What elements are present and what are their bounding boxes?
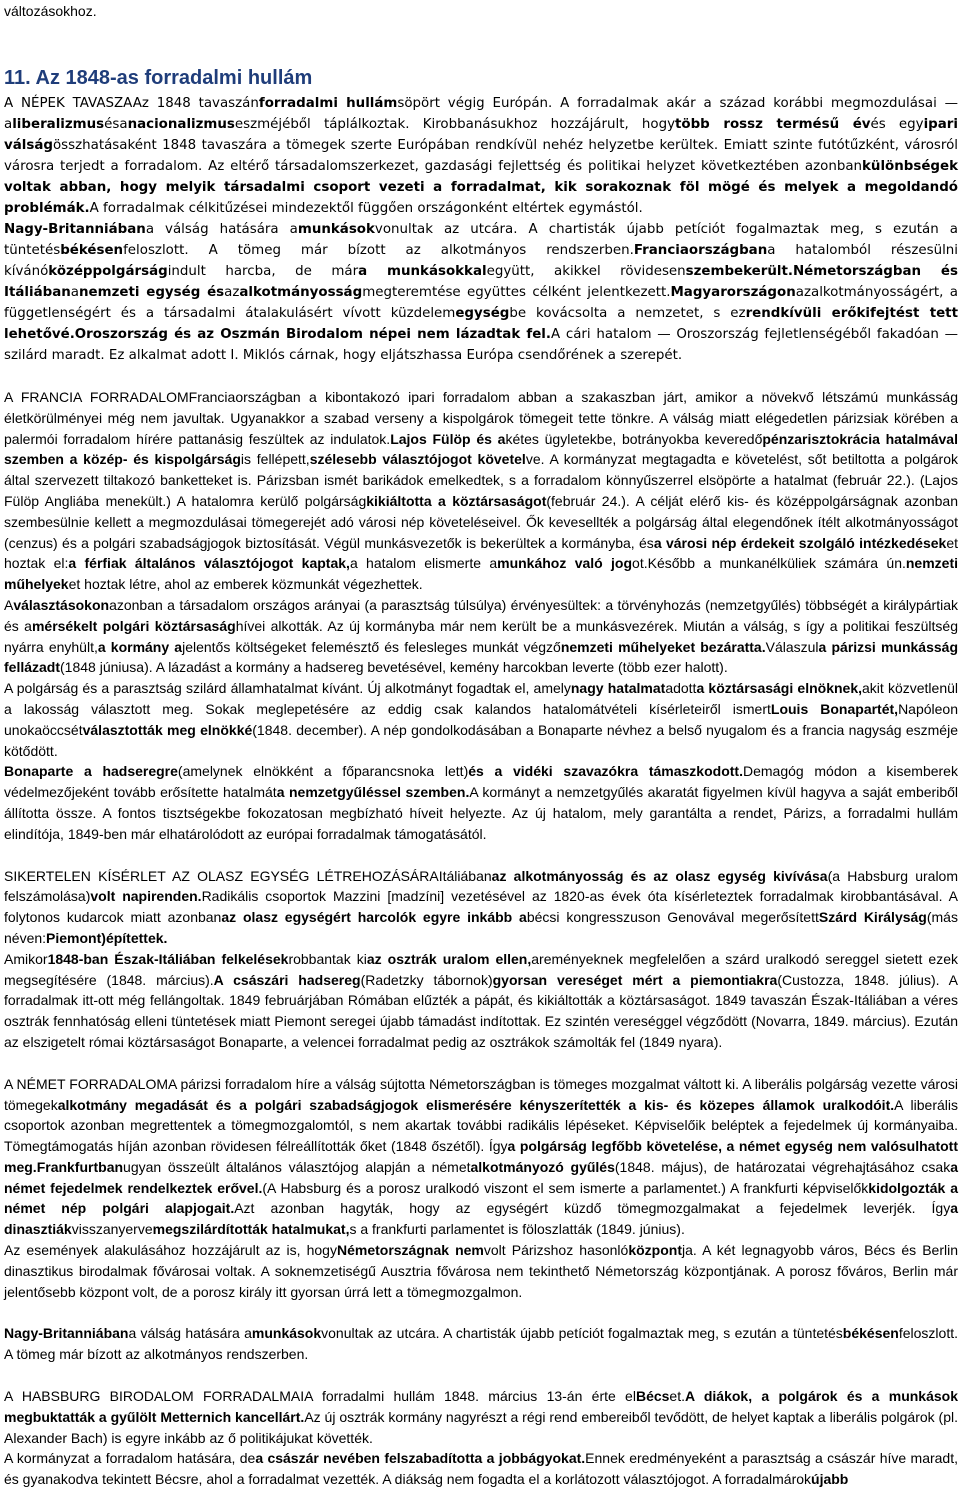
paragraph-france-4 [4, 761, 958, 844]
bold-text-segment: nagy hatalmat [570, 680, 666, 697]
bold-text-segment: és a vidéki szavazókra támaszkodott. [468, 763, 743, 780]
bold-text-segment: Bécs [635, 1388, 670, 1405]
text-segment: a válság hatására a [128, 1325, 252, 1342]
text-segment: jelentős költségeket felemésztő és felesleges munkát végző [182, 638, 561, 655]
paragraph-britain-france-summary [4, 219, 958, 366]
text-segment: A polgárság és a parasztság szilárd államhatalmat kívánt. Új alkotmányt fogadtak el, amely [4, 680, 571, 697]
text-segment: együtt, akikkel rövidesen [486, 264, 686, 279]
bold-text-segment: gyorsan vereséget mért a piemontiakra [492, 971, 778, 988]
section-title: 11. Az 1848-as forradalmi hullám [4, 67, 313, 89]
bold-text-segment: kikiáltotta a köztársaságot [366, 492, 547, 509]
text-segment: (a Habsburg uralom felszámolása) [4, 867, 958, 905]
text-segment: az [224, 285, 240, 300]
bold-text-segment: Oroszország és az Oszmán Birodalom népei nem lázadtak fel. [74, 327, 551, 342]
text-segment: összhatásaként 1848 tavaszára a tömegek szerte Európában rendkívül nehéz helyzetbe kerültek. Emiatt szinte futótűzként, városról városra terjedt a forradalom. Az eltérő társadalomszerkezet, gazdasági fejlettség és politikai helyzet következtében azonban [4, 138, 958, 174]
text-segment: (Radetzky tábornok) [360, 971, 493, 988]
bold-text-segment: munkához való jog [497, 555, 633, 572]
text-segment: az [795, 285, 811, 300]
text-segment: ve. A kormányzat megtagadta e követelést, sőt betiltotta a polgárok által szervezett tiltakozó banketteket is. Párizsban ismét barikádok emelkedtek, s a forradalom könnyűszerrel elsöpörte a hatalmat (február 22.). (Lajos Fülöp Angliába menekült.) A hatalomra kerülő polgárság [4, 451, 959, 509]
bold-text-segment: ipari válság [4, 117, 958, 153]
text-segment: (más néven: [4, 909, 958, 946]
text-segment: A NÉPEK TAVASZA [4, 96, 133, 111]
bold-text-segment: alkotmányosság [239, 285, 363, 300]
bold-text-segment: Nagy-Britanniában [4, 222, 146, 237]
text-segment: a [531, 950, 540, 967]
text-segment: feloszlott. A tömeg már bízott az alkotmányos rendszerben. [4, 1325, 958, 1363]
bold-text-segment: alkotmányozó gyűlés [470, 1158, 615, 1175]
paragraph-germany-2 [4, 1240, 958, 1302]
bold-text-segment: a nemzetgyűléssel szemben. [276, 784, 470, 801]
paragraph-italy [4, 866, 958, 949]
bold-text-segment: Piemont) [46, 929, 106, 946]
bold-text-segment: békésen [842, 1325, 899, 1342]
text-segment: kétes ügyletekbe, botrányokba keveredő [505, 430, 763, 447]
text-segment: A forradalmi hullám 1848. március 13-án érte el [304, 1388, 636, 1405]
text-segment: (1848 júniusa). A lázadást a kormány a hadsereg bevetésével, kemény harcokban leverte (több ezer halott). [60, 659, 728, 676]
bold-text-segment: a városi nép érdekeit szolgáló intézkedések [653, 534, 947, 551]
bold-text-segment: az osztrák uralom ellen, [366, 950, 532, 967]
text-segment: A kormányzat a forradalom hatására, de [4, 1450, 256, 1467]
text-segment: a válság hatására a [145, 222, 298, 237]
bold-text-segment: központ [628, 1242, 682, 1259]
bold-text-segment: választották meg elnökké [82, 721, 253, 738]
text-segment: A párizsi forradalom híre a válság sújtotta Németországban is tömeges mozgalmat váltott ki. A liberális polgárság vezette városi tömegek [4, 1075, 958, 1113]
bold-text-segment: szélesebb választójogot követel [309, 451, 526, 468]
text-segment: Demagóg módon a kisemberek védelmezőjeként tovább erősítette hatalmát [4, 763, 958, 801]
text-segment: (1848. május), de határozatai végrehajtásához csak [614, 1158, 951, 1175]
bold-text-segment: liberalizmus [12, 117, 105, 132]
text-segment: a [119, 117, 128, 132]
bold-text-segment: Németországban és Itáliában [4, 264, 958, 300]
text-segment: A kormányt a nemzetgyűlés akaratát figyelmen kívül hagyva a saját emberiből állította össze. A fontos tisztségekbe fokozatosan megbízható híveit helyezte. Az új hatalom, mely garantálta a rendet, Párizs, a forradalmi hullám elindítója, 1849-ben már elhatárolódott az európai forradalmak támogatásától. [4, 784, 958, 842]
bold-text-segment: kidolgozták a német nép polgári alapjogait. [4, 1179, 959, 1217]
text-segment: A forradalmak célkitűzései mindezektől függően országonként eltértek egymástól. [89, 201, 643, 216]
text-segment: ugyan összeült általános választójog alapján a német [123, 1158, 471, 1175]
text-segment: visszanyerve [71, 1221, 153, 1238]
bold-text-segment: rendkívüli erőkifejtést tett lehetővé. [4, 306, 958, 342]
bold-text-segment: a kormány a [97, 638, 183, 655]
text-segment: volt Párizshoz hasonló [483, 1242, 629, 1259]
text-segment: ja. A két legnagyobb város, Bécs és Berlin dinasztikus birodalmak fővárosai voltak. A soknemzetiségű Ausztria fővárosa nem tekinthető Németország központjának. A porosz főváros, Berlin már jelentősebb központ volt, de a porosz király itt gyorsan úrrá lett a tömegmozgalmon. [4, 1242, 958, 1300]
text-segment: akit közvetlenül a lakosság választott meg. Sokak meglepetésére az eddig csak kalandos hatalomátvételi kísérleteiről ismert [4, 680, 959, 717]
bold-text-segment: 1848-ban Észak-Itáliában felkelések [47, 950, 289, 967]
text-segment: alkotmányosságért, a függetlenségért és a társadalmi átalakulásért vívott küzdelem [4, 285, 958, 321]
text-segment: Itáliában [438, 867, 492, 884]
paragraph-italy-2 [4, 949, 958, 1053]
paragraph-habsburg [4, 1386, 958, 1448]
text-segment: hívei alkották. Az új kormányba már nem került be a munkásvezérek. Miután a válság, s így a politikai feszültség nyárra enyhült, [4, 617, 958, 655]
bold-text-segment: a császár nevében felszabadította a jobbágyokat. [255, 1450, 586, 1467]
text-segment: (1848. december). A nép gondolkodásában a Bonaparte névhez a belső nyugalom és a francia nagyság eszméje kötődött. [4, 721, 958, 759]
text-segment: a [70, 285, 80, 300]
paragraph-gap [4, 1053, 958, 1074]
text-segment: megteremtése együttes célként jelentkezett. [362, 285, 671, 300]
paragraph-britain [4, 1323, 958, 1365]
text-segment: Válaszul [765, 638, 819, 655]
bold-text-segment: volt napirenden. [90, 888, 202, 905]
text-segment: A NÉMET FORRADALOM [4, 1075, 168, 1092]
text-segment: Franciaországban a kibontakozó ipari forradalom abban a szakaszban járt, amikor a növekvő létszámú munkásság életkörülményei még nem javultak. Ugyanakkor a szabad verseny a kispolgárok tömegeit tette tönkre. A válság miatt elégedetlen párizsiak körében a palermói forradalom hírére pattanásig feszültek az indulatok. [4, 389, 959, 447]
text-segment: (A Habsburg és a porosz uralkodó viszont el sem ismerte a parlamentet.) A frankfurti képviselők [262, 1179, 869, 1196]
text-segment: azonban a társadalom országos arányai (a parasztság túlsúlya) érvényesültek: a törvényhozás (nemzetgyűlés) többségét a királypártiak és a [4, 596, 958, 634]
bold-text-segment: munkások [297, 222, 375, 237]
bold-text-segment: pénzarisztokrácia hatalmával szemben a közép- és kispolgárság [4, 430, 958, 468]
text-segment: is fellépett, [240, 451, 310, 468]
bold-text-segment: a párizsi munkásság fellázadt [4, 638, 959, 676]
bold-text-segment: Louis Bonapartét, [770, 700, 899, 717]
text-segment: ot.Később a munkanélküliek számára ún. [632, 555, 906, 572]
text-segment: A cári hatalom — Oroszország fejletlenségéből fakadóan — szilárd maradt. Ez alkalmat adott I. Miklós cárnak, hogy eljátszhassa Európa csendőrének a szerepét. [4, 327, 959, 363]
bold-text-segment: A császári hadsereg [213, 971, 361, 988]
text-segment: feloszlott. A tömeg már bízott az alkotmányos rendszerben. [123, 243, 634, 258]
top-fragment-text: változásokhoz. [4, 3, 97, 19]
text-segment: söpört végig Európán. A forradalmak akár a század korábbi megmozdulásai — a [4, 96, 959, 132]
text-segment: (amelynek elnökként a főparancsnoka lett) [177, 763, 469, 780]
bold-text-segment: békésen [60, 243, 124, 258]
text-segment: A [4, 596, 14, 613]
text-segment: Az új osztrák kormány nagyrészt a régi rend embereiből tevődött, de helyet kaptak a liberális polgárok (pl. Alexander Bach) is egyre inkább az ő politikájukat követték. [4, 1408, 959, 1446]
text-segment: és egy [870, 117, 924, 132]
text-segment: et hoztak létre, ahol az emberek közmunkát végezhettek. [68, 576, 423, 593]
bold-text-segment: alkotmány megadását és a polgári szabadságjogok elismerésére kényszerítették a kis- és közepes államok uralkodóit. [57, 1096, 895, 1113]
bold-text-segment: egység [455, 306, 510, 321]
paragraph-france-3 [4, 678, 958, 761]
bold-text-segment: több rossz termésű év [675, 117, 871, 132]
text-segment: Amikor [4, 950, 48, 967]
text-segment: robbantak ki [288, 950, 367, 967]
bold-text-segment: megszilárdították hatalmukat, [152, 1221, 350, 1238]
bold-text-segment: újabb [811, 1471, 849, 1488]
bold-text-segment: forradalmi hullám [258, 96, 398, 111]
text-segment: SIKERTELEN KÍSÉRLET AZ OLASZ EGYSÉG LÉTREHOZÁSÁRA [4, 867, 439, 884]
text-segment: Azt azonban hagyták, hogy az egységért küzdő tömegmozgalmakat a fejedelmek leverjék. Így [234, 1200, 951, 1217]
text-segment: A HABSBURG BIRODALOM FORRADALMAI [4, 1388, 305, 1405]
bold-text-segment: nacionalizmus [127, 117, 235, 132]
paragraph-gap [4, 845, 958, 866]
paragraph-gap [4, 1365, 958, 1386]
bold-text-segment: Szárd Királyság [818, 909, 927, 926]
paragraph-habsburg-2 [4, 1448, 958, 1490]
paragraph-gap [4, 366, 958, 387]
text-segment: Az események alakulásához hozzájárult az is, hogy [4, 1242, 337, 1259]
bold-text-segment: az alkotmányosság és az olasz egység kivívása [491, 867, 828, 884]
bold-text-segment: különbségek voltak abban, hogy melyik társadalmi csoport vezeti a forradalmat, kik sorakoznak föl mögé és melyek a megoldandó problémák. [4, 159, 958, 216]
text-segment: indult harcba, de már [167, 264, 359, 279]
bold-text-segment: a köztársasági elnöknek, [696, 680, 862, 697]
bold-text-segment: nemzeti egység és [79, 285, 225, 300]
bold-text-segment: építettek. [105, 929, 168, 946]
bold-text-segment: a dinasztiák [4, 1200, 958, 1238]
text-segment: a hatalomból részesülni kívánó [4, 243, 958, 279]
text-segment: vonultak az utcára. A chartisták újabb petíciót fogalmaztak meg, s ezután a tüntetés [4, 222, 958, 258]
document-page [0, 2, 960, 1488]
bold-text-segment: középpolgárság [48, 264, 168, 279]
bold-text-segment: Németországnak nem [336, 1242, 484, 1259]
bold-text-segment: a munkásokkal [358, 264, 487, 279]
text-segment: a hatalom elismerte a [349, 555, 498, 572]
bold-text-segment: nemzeti műhelyek [4, 555, 958, 593]
text-segment: s a frankfurti parlamentet is föloszlatták (1849. június). [349, 1221, 685, 1238]
text-segment: Az 1848 tavaszán [132, 96, 259, 111]
bold-text-segment: nemzeti műhelyeket bezáratta. [560, 638, 766, 655]
text-segment: A FRANCIA FORRADALOM [4, 389, 189, 405]
bold-text-segment: munkások [251, 1325, 322, 1342]
bold-text-segment: Nagy-Britanniában [4, 1325, 129, 1342]
bold-text-segment: a férfiak általános választójogot kaptak, [68, 555, 350, 572]
text-segment: adott [665, 680, 697, 697]
text-segment: (Custozza, 1848. július). A forradalmak itt-ott még fellángoltak. 1849 februárjában Rómában elűzték a pápát, és kikiáltották a köztársaságot. 1849 tavaszán Észak-Itáliában a véres osztrák fennhatóság elleni tüntetések miatt Piemont seregei újabb támadást indítottak. Ez szintén vereséggel végződött (Novarra, 1849. március). Ezután az elszigetelt római köztársaságot Bonaparte, a velencei forradalmat pedig az osztrákok számolták fel (1849 nyara). [4, 971, 958, 1050]
bold-text-segment: az olasz egységért harcolók egyre inkább a [221, 909, 527, 926]
text-segment: vonultak az utcára. A chartisták újabb petíciót fogalmaztak meg, s ezután a tüntetés [321, 1325, 843, 1342]
paragraph-germany [4, 1074, 958, 1240]
text-segment: Ennek eredményeként a parasztság a császár híve maradt, és gyanakodva tekintett Bécsre, ahol a forradalmat vezették. A diákság nem fogadta el a korlátozott választójogot. A forradalmárok [4, 1450, 958, 1488]
text-segment: et. [669, 1388, 685, 1405]
text-segment: bécsi kongresszuson Genovával megerősített [526, 909, 819, 926]
paragraph-france [4, 387, 958, 595]
bold-text-segment: Frankfurtban [36, 1158, 124, 1175]
bold-text-segment: Bonaparte a hadseregre [4, 763, 178, 780]
bold-text-segment: Lajos Fülöp és a [390, 430, 506, 447]
bold-text-segment: a német fejedelmek rendelkeztek erővel. [4, 1158, 959, 1196]
paragraph-gap [4, 1302, 958, 1323]
text-segment: be kovácsolta a nemzetet, s ez [509, 306, 746, 321]
text-segment: A liberális csoportok azonban megrettentek a tömegmozgalomtól, s nem akartak további radikális lépéseket. Képviselőik beléptek a fejedelmek új kormányaiba. Tömegtámogatás híján azonban rövidesen félreállították őket (1848 őszétől). Így [4, 1096, 959, 1155]
text-segment: reményeknek megfelelően a szárd uralkodó sereggel sietett ezek megsegítésére (1848. március). [4, 950, 958, 988]
bold-text-segment: Franciaországban [633, 243, 768, 258]
bold-text-segment: A diákok, a polgárok és a munkások megbuktatták a gyűlölt Metternich kancellárt. [4, 1388, 958, 1425]
bold-text-segment: választásokon [13, 596, 110, 613]
bold-text-segment: szembekerült. [685, 264, 793, 279]
text-segment: Napóleon unokaöccsét [4, 700, 958, 738]
bold-text-segment: a polgárság legfőbb követelése, a német egység nem valósulhatott meg. [4, 1138, 958, 1175]
text-segment: Radikális csoportok Mazzini [madzíni] vezetésével az 1820-as évek óta kísérleteztek forradalmak kirobbantásával. A folytonos kudarcok miatt azonban [4, 888, 959, 926]
text-segment: (február 24.). A célját elérő kis- és középpolgárságnak azonban szembesülnie kellett a megmozdulásai tömegerejét adó városi nép követeléseivel. Ők kevesellték a polgárság által elegendőnek ítélt alkotmányosságot (cenzus) és a polgári szabadságjogok biztosítását. Végül munkásvezetők is bekerültek a kormányba, és [4, 492, 958, 551]
paragraph-intro [4, 93, 958, 219]
text-segment: et hoztak el: [4, 534, 959, 572]
paragraph-france-2 [4, 595, 958, 678]
bold-text-segment: Magyarországon [670, 285, 796, 300]
text-segment: és [104, 117, 120, 132]
text-segment: eszméjéből táplálkoztak. Kirobbanásukhoz hozzájárult, hogy [234, 117, 675, 132]
bold-text-segment: mérsékelt polgári köztársaság [31, 617, 236, 634]
